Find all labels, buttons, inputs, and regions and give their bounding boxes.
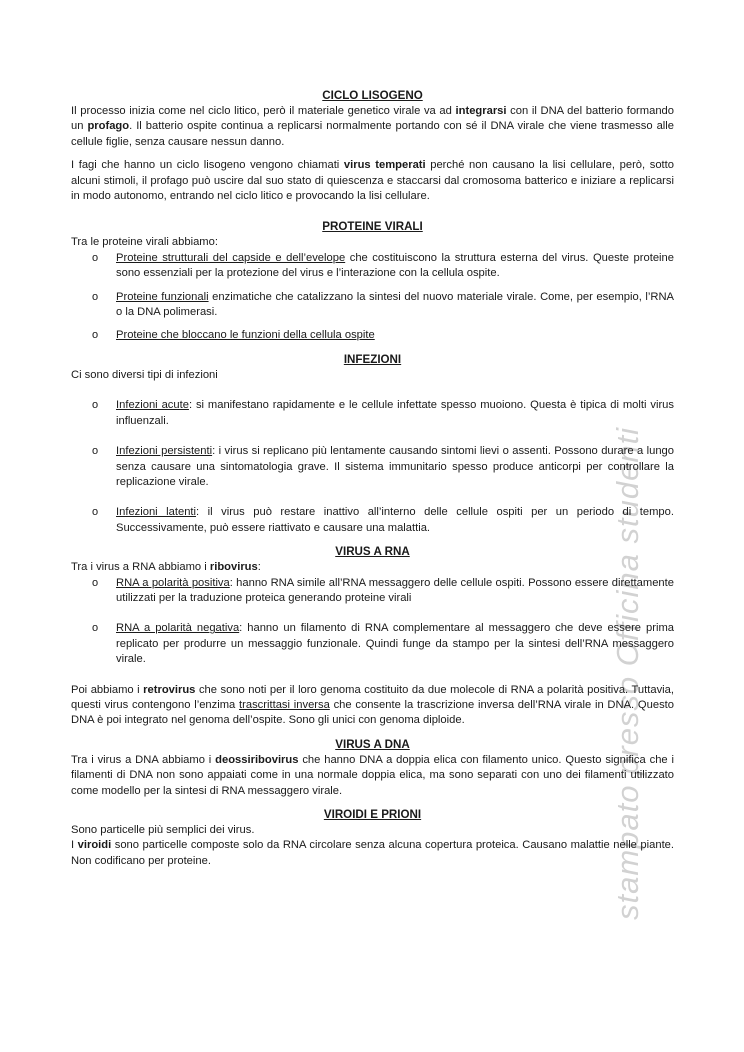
- intro-proteine: Tra le proteine virali abbiamo:: [71, 236, 218, 249]
- paragraph-retrovirus: Poi abbiamo i retrovirus che sono noti per il loro genoma costituito da due molecole di RNA a polarità positiva. Tuttavia, questi virus contengono l’enzima trascrittasi inversa che consente la trascrizione inversa dell’RNA virale in DNA. Questo DNA è poi integrato nel genoma dell’ospite. Sono gli unici con genoma diploide.: [71, 683, 674, 727]
- watermark: stampato presso Officina studenti: [610, 426, 645, 920]
- list-item: o Proteine strutturali del capside e dell’evelope che costituiscono la struttura esterna del virus. Queste proteine sono essenziali per la protezione del virus e l’interazione con la cellula ospite.: [92, 251, 674, 280]
- heading-proteine-virali: PROTEINE VIRALI: [322, 220, 423, 234]
- bullet-icon: o: [92, 329, 99, 342]
- bullet-icon: o: [92, 622, 99, 635]
- intro-infezioni: Ci sono diversi tipi di infezioni: [71, 368, 218, 381]
- paragraph-virus-dna: Tra i virus a DNA abbiamo i deossiribovirus che hanno DNA a doppia elica con filamento unico. Questo significa che i filamenti di DNA non sono appaiati come in una normale doppia elica, ma sono separati con uno dei filamenti utilizzato come modello per la sintesi di RNA messaggero virale.: [71, 753, 674, 797]
- list-item: o RNA a polarità positiva: hanno RNA simile all’RNA messaggero delle cellule ospiti. Possono essere direttamente utilizzati per la traduzione proteica generando proteine virali: [92, 576, 674, 604]
- list-virus-rna: [71, 576, 674, 668]
- heading-virus-rna: VIRUS A RNA: [335, 545, 410, 559]
- list-item: o Infezioni latenti: il virus può restare inattivo all’interno delle cellule ospiti per un periodo di tempo. Successivamente, può essere riattivato e causare una malattia.: [92, 506, 674, 534]
- heading-virus-dna: VIRUS A DNA: [335, 737, 410, 751]
- paragraph-lisogeno-2: I fagi che hanno un ciclo lisogeno vengono chiamati virus temperati perché non causano la lisi cellulare, però, sotto alcuni stimoli, il profago può uscire dal suo stato di quiescenza e staccarsi dal cromosoma batterico e iniziare a replicarsi in modo autonomo, entrando nel ciclo litico e provocando la lisi cellulare.: [71, 159, 674, 203]
- paragraph-lisogeno-1: Il processo inizia come nel ciclo litico, però il materiale genetico virale va ad integrarsi con il DNA del batterio formando un profago. Il batterio ospite continua a replicarsi normalmente portando con sé il DNA virale che viene trasmesso alle cellule figlie, senza causare nessun danno.: [71, 105, 674, 148]
- list-item: o Infezioni persistenti: i virus si replicano più lentamente causando sintomi lievi o assenti. Possono durare a lungo senza causare una sintomatologia grave. Il sistema immunitario spesso produce anticorpi per controllare la replicazione virale.: [92, 445, 674, 488]
- paragraph-viroidi: I viroidi sono particelle composte solo da RNA circolare senza alcuna copertura proteica. Causano malattie nelle piante. Non codificano per proteine.: [71, 839, 675, 867]
- list-infezioni: [71, 398, 674, 536]
- heading-ciclo-lisogeno: CICLO LISOGENO: [322, 89, 423, 102]
- bullet-icon: o: [92, 251, 99, 264]
- bullet-icon: o: [92, 576, 99, 589]
- bullet-icon: o: [92, 445, 99, 458]
- list-item: o Infezioni acute: si manifestano rapidamente e le cellule infettate spesso muoiono. Questa è tipica di molti virus influenzali.: [92, 399, 674, 427]
- heading-infezioni: INFEZIONI: [343, 352, 402, 366]
- intro-viroidi: Sono particelle più semplici dei virus.: [71, 824, 255, 836]
- bullet-icon: o: [92, 506, 99, 519]
- intro-virus-rna: Tra i virus a RNA abbiamo i ribovirus:: [71, 561, 261, 574]
- list-proteine: [71, 251, 674, 344]
- bullet-icon: o: [92, 399, 99, 412]
- bullet-icon: o: [92, 290, 99, 303]
- list-item: o RNA a polarità negativa: hanno un filamento di RNA complementare al messaggero che deve essere prima replicato per produrre un messaggio funzionale. Quindi funge da stampo per la sintesi dell’RNA messaggero virale.: [92, 622, 674, 666]
- document-page: [71, 88, 674, 869]
- list-item: o Proteine che bloccano le funzioni della cellula ospite: [71, 328, 674, 343]
- heading-viroidi-prioni: VIROIDI E PRIONI: [323, 808, 422, 821]
- list-item: o Proteine funzionali enzimatiche che catalizzano la sintesi del nuovo materiale virale. Come, per esempio, l’RNA o la DNA polimerasi.: [92, 290, 675, 319]
